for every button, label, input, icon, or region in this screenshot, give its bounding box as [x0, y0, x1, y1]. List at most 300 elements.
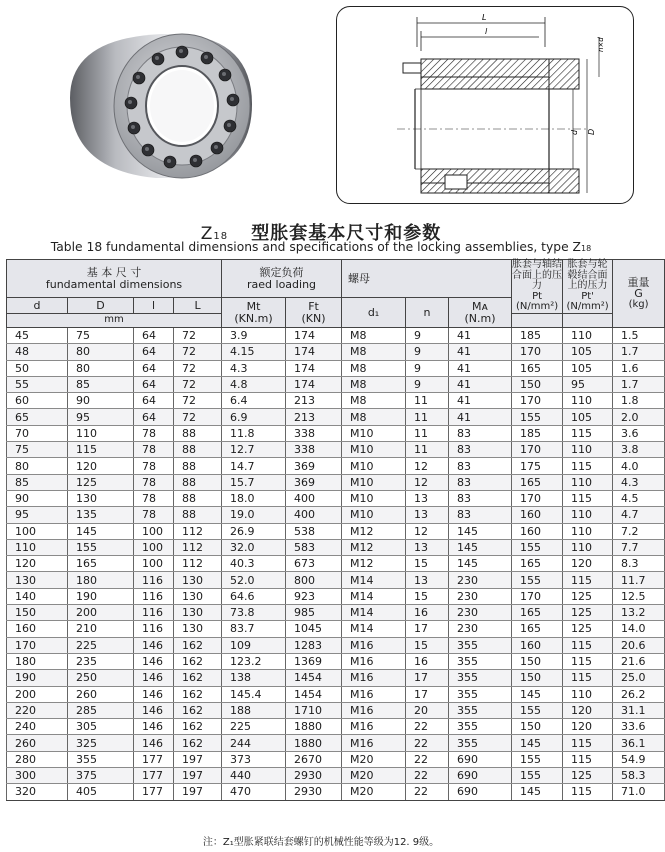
table-cell: M16	[342, 670, 406, 686]
table-cell: 112	[174, 523, 222, 539]
table-cell: 1.8	[613, 393, 665, 409]
table-cell: 25.0	[613, 670, 665, 686]
table-cell: 7.7	[613, 539, 665, 555]
table-cell: 72	[174, 328, 222, 344]
table-cell: 130	[174, 572, 222, 588]
footnote: 注：Z₁型胀紧联结套螺钉的机械性能等级为12. 9级。	[202, 837, 440, 848]
table-cell: 60	[7, 393, 68, 409]
table-row	[7, 360, 665, 376]
table-cell: 145	[512, 735, 563, 751]
table-cell: 6.9	[222, 409, 286, 425]
table-cell: 155	[512, 539, 563, 555]
table-cell: 120	[7, 556, 68, 572]
table-cell: 17	[406, 686, 449, 702]
table-cell: 40.3	[222, 556, 286, 572]
table-cell: 123.2	[222, 653, 286, 669]
table-row	[7, 751, 665, 767]
table-cell: 64	[134, 409, 174, 425]
header-rated-loading: 额定负荷 raed loading	[222, 260, 342, 298]
table-cell: 78	[134, 474, 174, 490]
table-cell: 146	[134, 653, 174, 669]
table-row	[7, 735, 665, 751]
table-cell: 17	[406, 621, 449, 637]
table-cell: 9	[406, 360, 449, 376]
table-cell: 355	[449, 686, 512, 702]
table-cell: 690	[449, 768, 512, 784]
table-cell: 170	[512, 344, 563, 360]
table-row	[7, 409, 665, 425]
table-cell: 41	[449, 409, 512, 425]
table-cell: 150	[512, 670, 563, 686]
table-cell: 72	[174, 376, 222, 392]
table-cell: 109	[222, 637, 286, 653]
table-cell: 64	[134, 376, 174, 392]
table-cell: 78	[134, 490, 174, 506]
table-cell: 58.3	[613, 768, 665, 784]
table-cell: 2.0	[613, 409, 665, 425]
table-row	[7, 328, 665, 344]
table-cell: 125	[563, 621, 613, 637]
table-cell: 1.7	[613, 376, 665, 392]
table-cell: 150	[512, 653, 563, 669]
table-cell: 145	[68, 523, 134, 539]
table-cell: 116	[134, 588, 174, 604]
table-cell: 11	[406, 442, 449, 458]
table-cell: 70	[7, 425, 68, 441]
table-cell: 8.3	[613, 556, 665, 572]
table-cell: 373	[222, 751, 286, 767]
table-cell: 12.5	[613, 588, 665, 604]
table-row	[7, 605, 665, 621]
table-cell: 470	[222, 784, 286, 800]
table-cell: 45	[7, 328, 68, 344]
table-cell: 160	[7, 621, 68, 637]
type-code: Z18	[200, 224, 229, 244]
table-cell: 210	[68, 621, 134, 637]
table-cell: 162	[174, 670, 222, 686]
table-cell: 78	[134, 507, 174, 523]
table-cell: 88	[174, 425, 222, 441]
table-cell: 115	[563, 653, 613, 669]
table-cell: 355	[449, 735, 512, 751]
table-row	[7, 523, 665, 539]
table-row	[7, 768, 665, 784]
table-cell: 1045	[286, 621, 342, 637]
table-cell: 162	[174, 686, 222, 702]
table-cell: 165	[512, 556, 563, 572]
table-cell: 1880	[286, 719, 342, 735]
table-cell: 150	[512, 376, 563, 392]
table-cell: 174	[286, 344, 342, 360]
table-cell: M16	[342, 702, 406, 718]
table-cell: 12.7	[222, 442, 286, 458]
table-cell: 170	[512, 490, 563, 506]
table-cell: 146	[134, 702, 174, 718]
table-cell: 15.7	[222, 474, 286, 490]
table-cell: 174	[286, 360, 342, 376]
header-D: D	[68, 298, 134, 314]
table-cell: 41	[449, 376, 512, 392]
table-cell: 110	[563, 328, 613, 344]
table-cell: 145.4	[222, 686, 286, 702]
table-cell: 690	[449, 751, 512, 767]
table-cell: 170	[512, 393, 563, 409]
table-cell: 105	[563, 409, 613, 425]
table-cell: M10	[342, 458, 406, 474]
table-row	[7, 490, 665, 506]
table-row	[7, 393, 665, 409]
table-subtitle: Table 18 fundamental dimensions and specifications of the locking assemblies, type Z18	[50, 240, 592, 254]
table-cell: 105	[563, 344, 613, 360]
header-ft: Ft (KN)	[286, 298, 342, 328]
table-row	[7, 474, 665, 490]
table-row	[7, 539, 665, 555]
table-cell: 64	[134, 393, 174, 409]
table-cell: 538	[286, 523, 342, 539]
table-cell: 75	[68, 328, 134, 344]
table-cell: M10	[342, 490, 406, 506]
table-cell: 300	[7, 768, 68, 784]
table-cell: 177	[134, 768, 174, 784]
table-cell: 13	[406, 539, 449, 555]
table-cell: 162	[174, 735, 222, 751]
table-cell: M8	[342, 393, 406, 409]
table-cell: 190	[7, 670, 68, 686]
table-cell: 197	[174, 751, 222, 767]
table-cell: 80	[7, 458, 68, 474]
header-shaft-pressure: 胀套与轴结合面上的压力 Pt (N/mm²)	[512, 259, 563, 313]
table-cell: 83	[449, 458, 512, 474]
table-cell: 83	[449, 425, 512, 441]
table-cell: 174	[286, 376, 342, 392]
table-cell: M14	[342, 588, 406, 604]
table-cell: 155	[512, 702, 563, 718]
table-cell: 13	[406, 507, 449, 523]
table-cell: 4.7	[613, 507, 665, 523]
table-cell: 22	[406, 751, 449, 767]
table-cell: 41	[449, 393, 512, 409]
table-cell: 18.0	[222, 490, 286, 506]
table-cell: 230	[449, 572, 512, 588]
table-cell: 72	[174, 344, 222, 360]
table-cell: 190	[68, 588, 134, 604]
table-cell: 160	[512, 523, 563, 539]
table-cell: 400	[286, 490, 342, 506]
table-cell: 4.3	[613, 474, 665, 490]
locking-assembly-photo	[52, 20, 262, 190]
table-cell: 110	[563, 474, 613, 490]
table-cell: 355	[449, 670, 512, 686]
header-weight: 重量 G (kg)	[613, 260, 665, 328]
table-cell: 145	[512, 784, 563, 800]
header-fundamental-dimensions: 基 本 尺 寸 fundamental dimensions	[7, 260, 222, 298]
table-cell: 213	[286, 393, 342, 409]
table-cell: 36.1	[613, 735, 665, 751]
table-cell: 165	[512, 360, 563, 376]
table-cell: M20	[342, 751, 406, 767]
table-cell: 155	[68, 539, 134, 555]
table-cell: 155	[512, 768, 563, 784]
table-cell: 52.0	[222, 572, 286, 588]
header-unit-mm: mm	[7, 314, 222, 328]
table-cell: 180	[7, 653, 68, 669]
table-cell: 230	[449, 588, 512, 604]
table-cell: 78	[134, 442, 174, 458]
table-cell: 7.2	[613, 523, 665, 539]
table-cell: 2930	[286, 784, 342, 800]
table-cell: 64.6	[222, 588, 286, 604]
table-cell: 355	[449, 719, 512, 735]
table-cell: 115	[563, 670, 613, 686]
table-cell: 185	[512, 425, 563, 441]
table-cell: 110	[563, 523, 613, 539]
table-cell: 1.7	[613, 344, 665, 360]
table-cell: M16	[342, 719, 406, 735]
table-cell: 165	[512, 621, 563, 637]
table-cell: 355	[68, 751, 134, 767]
table-cell: 200	[68, 605, 134, 621]
table-cell: M20	[342, 784, 406, 800]
table-cell: 17	[406, 670, 449, 686]
table-cell: 4.0	[613, 458, 665, 474]
table-cell: 305	[68, 719, 134, 735]
table-cell: 41	[449, 328, 512, 344]
table-cell: 32.0	[222, 539, 286, 555]
table-cell: 22	[406, 784, 449, 800]
table-cell: 673	[286, 556, 342, 572]
table-cell: 110	[7, 539, 68, 555]
table-cell: 225	[222, 719, 286, 735]
table-cell: 170	[512, 442, 563, 458]
table-cell: 72	[174, 393, 222, 409]
table-cell: 9	[406, 376, 449, 392]
table-cell: 138	[222, 670, 286, 686]
table-cell: 16	[406, 653, 449, 669]
table-cell: 170	[512, 588, 563, 604]
table-cell: 72	[174, 360, 222, 376]
table-cell: 95	[7, 507, 68, 523]
table-cell: 162	[174, 719, 222, 735]
header-ma: Mᴀ (N.m)	[449, 298, 512, 328]
table-cell: 3.9	[222, 328, 286, 344]
table-cell: 400	[286, 507, 342, 523]
table-body	[7, 328, 665, 801]
table-cell: 15	[406, 556, 449, 572]
table-cell: 162	[174, 653, 222, 669]
table-cell: 83	[449, 442, 512, 458]
table-cell: 105	[563, 360, 613, 376]
table-cell: 9	[406, 344, 449, 360]
table-row	[7, 376, 665, 392]
table-cell: 160	[512, 507, 563, 523]
table-cell: 1880	[286, 735, 342, 751]
table-cell: 80	[68, 360, 134, 376]
table-cell: 85	[7, 474, 68, 490]
table-cell: 260	[68, 686, 134, 702]
table-cell: 88	[174, 507, 222, 523]
table-cell: 88	[174, 474, 222, 490]
dim-nxd-label: n×d	[597, 37, 605, 52]
table-row	[7, 458, 665, 474]
header-hub-pressure: 胀套与轮毂结合面上的压力 Pt' (N/mm²)	[563, 260, 613, 314]
table-cell: 13	[406, 572, 449, 588]
table-cell: 11	[406, 425, 449, 441]
table-cell: 130	[174, 605, 222, 621]
table-cell: 115	[563, 784, 613, 800]
table-cell: 65	[7, 409, 68, 425]
table-cell: 21.6	[613, 653, 665, 669]
table-cell: 146	[134, 686, 174, 702]
table-cell: 11	[406, 393, 449, 409]
table-cell: 11.8	[222, 425, 286, 441]
table-cell: 165	[68, 556, 134, 572]
table-cell: 369	[286, 474, 342, 490]
table-cell: 120	[68, 458, 134, 474]
table-cell: M10	[342, 474, 406, 490]
table-cell: 90	[68, 393, 134, 409]
table-row	[7, 686, 665, 702]
table-cell: 83.7	[222, 621, 286, 637]
table-cell: 110	[563, 507, 613, 523]
header-nut: 螺母	[342, 260, 512, 298]
table-cell: 120	[563, 719, 613, 735]
table-cell: 145	[512, 686, 563, 702]
table-cell: M10	[342, 507, 406, 523]
technical-drawing	[337, 7, 633, 203]
table-cell: 800	[286, 572, 342, 588]
table-cell: 95	[68, 409, 134, 425]
table-cell: 260	[7, 735, 68, 751]
table-cell: 125	[68, 474, 134, 490]
table-cell: 14.0	[613, 621, 665, 637]
table-row	[7, 637, 665, 653]
table-cell: 280	[7, 751, 68, 767]
table-cell: 85	[68, 376, 134, 392]
dim-d-label: d	[570, 129, 579, 135]
table-cell: 100	[134, 556, 174, 572]
table-cell: 1.5	[613, 328, 665, 344]
table-cell: 125	[563, 588, 613, 604]
table-cell: 923	[286, 588, 342, 604]
table-cell: M8	[342, 376, 406, 392]
specification-table	[6, 259, 665, 801]
table-cell: 1283	[286, 637, 342, 653]
table-cell: M14	[342, 605, 406, 621]
table-cell: 72	[174, 409, 222, 425]
table-cell: 100	[134, 523, 174, 539]
table-cell: 160	[512, 637, 563, 653]
table-cell: 285	[68, 702, 134, 718]
table-cell: 13.2	[613, 605, 665, 621]
table-row	[7, 670, 665, 686]
table-cell: 338	[286, 442, 342, 458]
table-cell: 12	[406, 474, 449, 490]
table-cell: 985	[286, 605, 342, 621]
table-cell: 4.5	[613, 490, 665, 506]
table-cell: 115	[563, 637, 613, 653]
header-d1: d₁	[342, 298, 406, 328]
table-cell: 41	[449, 344, 512, 360]
table-cell: 15	[406, 637, 449, 653]
table-cell: 64	[134, 328, 174, 344]
table-cell: 115	[563, 735, 613, 751]
table-cell: 150	[512, 719, 563, 735]
table-cell: 125	[563, 605, 613, 621]
dim-l-label: l	[485, 27, 488, 36]
table-cell: 83	[449, 474, 512, 490]
table-cell: 213	[286, 409, 342, 425]
table-cell: 88	[174, 458, 222, 474]
table-cell: 1454	[286, 670, 342, 686]
table-cell: 120	[563, 702, 613, 718]
table-cell: 115	[68, 442, 134, 458]
table-cell: 83	[449, 507, 512, 523]
table-cell: 64	[134, 344, 174, 360]
table-row	[7, 588, 665, 604]
table-cell: 155	[512, 572, 563, 588]
table-cell: 177	[134, 751, 174, 767]
table-cell: 110	[563, 539, 613, 555]
table-cell: 4.3	[222, 360, 286, 376]
table-cell: 20.6	[613, 637, 665, 653]
technical-drawing-frame	[336, 6, 634, 204]
table-cell: M8	[342, 360, 406, 376]
table-cell: 116	[134, 572, 174, 588]
table-cell: 41	[449, 360, 512, 376]
table-cell: 3.6	[613, 425, 665, 441]
table-row	[7, 621, 665, 637]
table-cell: 80	[68, 344, 134, 360]
table-cell: 146	[134, 670, 174, 686]
table-cell: 112	[174, 556, 222, 572]
table-cell: 145	[449, 523, 512, 539]
table-cell: 165	[512, 474, 563, 490]
table-cell: 369	[286, 458, 342, 474]
table-cell: M8	[342, 344, 406, 360]
table-cell: 146	[134, 735, 174, 751]
table-cell: 100	[7, 523, 68, 539]
header-n: n	[406, 298, 449, 328]
table-cell: 188	[222, 702, 286, 718]
table-cell: 115	[563, 572, 613, 588]
table-cell: M14	[342, 572, 406, 588]
table-row	[7, 425, 665, 441]
table-cell: 174	[286, 328, 342, 344]
header-L: L	[174, 298, 222, 314]
table-cell: 1710	[286, 702, 342, 718]
table-cell: 1454	[286, 686, 342, 702]
header-d: d	[7, 298, 68, 314]
table-cell: 180	[68, 572, 134, 588]
table-cell: 140	[7, 588, 68, 604]
table-cell: 115	[563, 425, 613, 441]
table-cell: 235	[68, 653, 134, 669]
table-cell: 4.15	[222, 344, 286, 360]
table-cell: 110	[68, 425, 134, 441]
table-cell: M14	[342, 621, 406, 637]
table-cell: 197	[174, 768, 222, 784]
table-cell: 145	[449, 539, 512, 555]
table-cell: 1369	[286, 653, 342, 669]
table-cell: 225	[68, 637, 134, 653]
table-cell: 16	[406, 605, 449, 621]
table-cell: M20	[342, 768, 406, 784]
table-cell: 200	[7, 686, 68, 702]
table-cell: 125	[563, 768, 613, 784]
table-cell: 355	[449, 653, 512, 669]
table-cell: 130	[68, 490, 134, 506]
table-cell: 440	[222, 768, 286, 784]
